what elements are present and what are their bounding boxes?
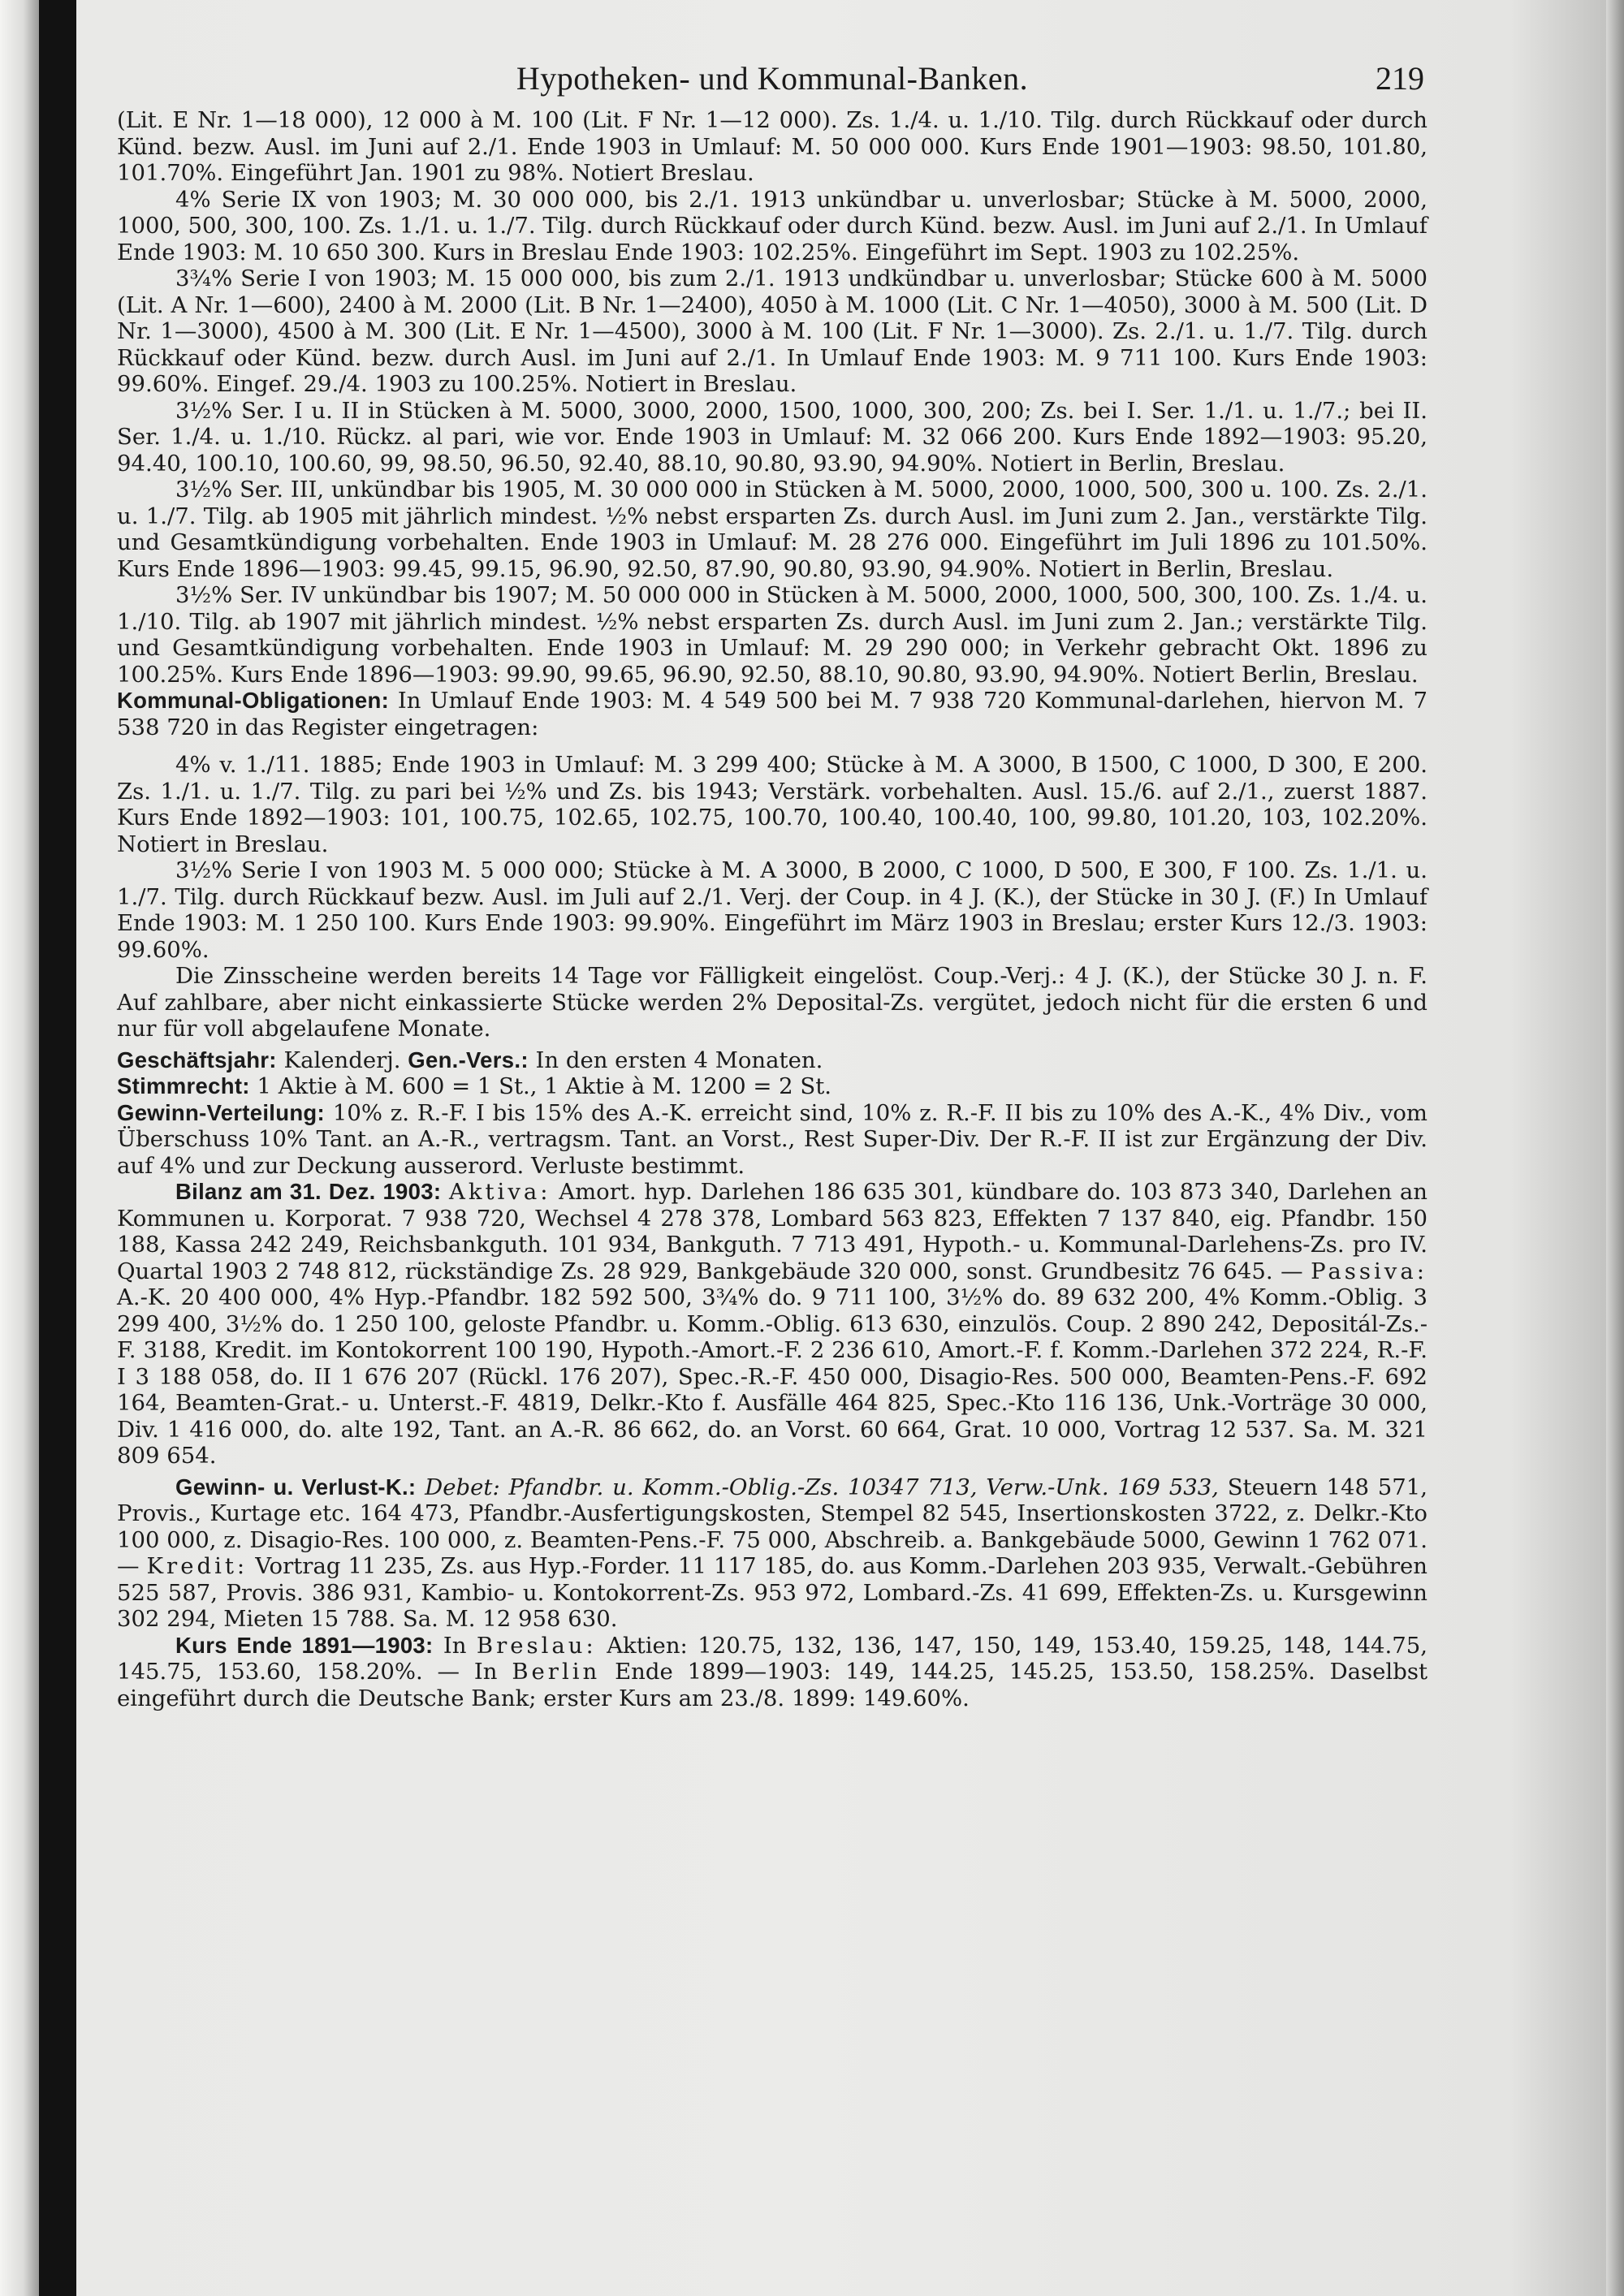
section-text: 1 Aktie à M. 600 = 1 St., 1 Aktie à M. 1200 = 2 St. (249, 1073, 832, 1099)
aktiva-label: Aktiva: (448, 1179, 551, 1205)
debet-text: Debet: Pfandbr. u. Komm.-Oblig.-Zs. 10347 713, Verw.-Unk. 169 533, (416, 1474, 1219, 1500)
page-text-column (117, 50, 1427, 1711)
paragraph-serie-ix: 4% Serie IX von 1903; M. 30 000 000, bis 2./1. 1913 unkündbar u. unverlosbar; Stücke à M. 5000, 2000, 1000, 500, 300, 100. Zs. 1./1. u. 1./7. Tilg. durch Rückkauf oder durch Künd. bezw. Ausl. im Juni auf 2./1. In Umlauf Ende 1903: M. 10 650 300. Kurs in Breslau Ende 1903: 102.25%. Eingeführt im Sept. 1903 zu 102.25%. (117, 186, 1427, 265)
paragraph-ser-iv: 3½% Ser. IV unkündbar bis 1907; M. 50 000 000 in Stücken à M. 5000, 2000, 1000, 500, 300, 100. Zs. 1./4. u. 1./10. Tilg. ab 1907 mit jährlich mindest. ½% nebst ersparten Zs. durch Ausl. im Juni zum 2. Jan.; verstärkte Tilg. und Gesamtkündigung vorbehalten. Ende 1903 in Umlauf: M. 29 290 000; in Verkehr gebracht Okt. 1896 zu 100.25%. Kurs Ende 1896—1903: 99.90, 99.65, 96.90, 92.50, 88.10, 90.80, 93.90, 94.90%. Notiert Berlin, Breslau. (117, 582, 1427, 688)
paragraph-geschaeftsjahr (117, 1047, 1427, 1074)
kredit-label: Kredit: (146, 1553, 248, 1579)
section-label: Gewinn-Verteilung: (117, 1099, 325, 1125)
page-number: 219 (1376, 60, 1424, 97)
kredit-text: Vortrag 11 235, Zs. aus Hyp.-Forder. 11 117 185, do. aus Komm.-Darlehen 203 935, Verwalt.-Gebühren 525 587, Provis. 386 931, Kambio- u. Kontokorrent-Zs. 953 972, Lombard.-Zs. 41 699, Effekten-Zs. u. Kursgewinn 302 294, Mieten 15 788. Sa. M. 12 958 630. (117, 1553, 1427, 1632)
kurs-text-2: Aktien: 120.75, 132, 136, 147, 150, 149, 153.40, 159.25, 148, 144.75, 145.75, 153.60, 158.20%. — In (117, 1632, 1427, 1685)
section-label: Kommunal-Obligationen: (117, 688, 390, 713)
book-page-edge (0, 0, 39, 2296)
section-text-gen-vers: In den ersten 4 Monaten. (528, 1047, 823, 1073)
section-label: Kurs Ende 1891—1903: (175, 1632, 434, 1658)
debet-continued: Steuern 148 571, Provis., Kurtage etc. 164 473, Pfandbr.-Ausfertigungskosten, Stempel 82 545, Insertionskosten 3722, z. Delkr.-Kto 100 000, z. Disagio-Res. 100 000, z. Beamten-Pens.-F. 75 000, Abschreib. a. Bankgebäude 5000, Gewinn 1 762 071. — (117, 1474, 1428, 1579)
running-header (117, 50, 1427, 107)
paragraph-gewinn-verlust (117, 1474, 1427, 1633)
paragraph-kommunal-obligationen (117, 688, 1427, 740)
section-label-gen-vers: Gen.-Vers.: (408, 1047, 529, 1072)
paragraph-bilanz (117, 1179, 1427, 1470)
paragraph-ser-i-ii: 3½% Ser. I u. II in Stücken à M. 5000, 3000, 2000, 1500, 1000, 300, 200; Zs. bei I. Ser. 1./1. u. 1./7.; bei II. Ser. 1./4. u. 1./10. Rückz. al pari, wie vor. Ende 1903 in Umlauf: M. 32 066 200. Kurs Ende 1892—1903: 95.20, 94.40, 100.10, 100.60, 99, 98.50, 96.50, 92.40, 88.10, 90.80, 93.90, 94.90%. Notiert in Berlin, Breslau. (117, 397, 1427, 477)
aktiva-text: Amort. hyp. Darlehen 186 635 301, kündbare do. 103 873 340, Darlehen an Kommunen u. Korporat. 7 938 720, Wechsel 4 278 378, Lombard 563 823, Effekten 7 137 840, eig. Pfandbr. 150 188, Kassa 242 249, Reichsbankguth. 101 934, Bankguth. 7 713 491, Hypoth.- u. Kommunal-Darlehens-Zs. pro IV. Quartal 1903 2 748 812, rückständige Zs. 28 929, Bankgebäude 320 000, sonst. Grundbesitz 76 645. — (117, 1179, 1427, 1284)
paragraph-kommunal-serie-i: 3½% Serie I von 1903 M. 5 000 000; Stücke à M. A 3000, B 2000, C 1000, D 500, E 300, F 100. Zs. 1./1. u. 1./7. Tilg. durch Rückkauf bezw. Ausl. im Juli auf 2./1. Verj. der Coup. in 4 J. (K.), der Stücke in 30 J. (F.) In Umlauf Ende 1903: M. 1 250 100. Kurs Ende 1903: 99.90%. Eingeführt im März 1903 in Breslau; erster Kurs 12./3. 1903: 99.60%. (117, 857, 1427, 963)
berlin-label: Berlin (512, 1659, 601, 1685)
passiva-label: Passiva: (1311, 1258, 1427, 1284)
section-text: 10% z. R.-F. I bis 15% des A.-K. erreicht sind, 10% z. R.-F. II bis zu 10% des A.-K., 4% Div., vom Überschuss 10% Tant. an A.-R., vertragsm. Tant. an Vorst., Rest Super-Div. Der R.-F. II ist zur Ergänzung der Div. auf 4% und zur Deckung ausserord. Verluste bestimmt. (117, 1099, 1427, 1179)
breslau-label: Breslau: (476, 1632, 597, 1659)
right-page-edge (1606, 0, 1624, 2296)
paragraph-kurs-ende (117, 1633, 1427, 1712)
kurs-text-1: In (433, 1632, 477, 1659)
section-label: Gewinn- u. Verlust-K.: (175, 1474, 417, 1500)
paragraph-ser-iii: 3½% Ser. III, unkündbar bis 1905, M. 30 000 000 in Stücken à M. 5000, 2000, 1000, 500, 300 u. 100. Zs. 2./1. u. 1./7. Tilg. ab 1905 mit jährlich mindest. ½% nebst ersparten Zs. durch Ausl. im Juni zum 2. Jan., verstärkte Tilg. und Gesamtkündigung vorbehalten. Ende 1903 in Umlauf: M. 28 276 000. Eingeführt im Juli 1896 zu 101.50%. Kurs Ende 1896—1903: 99.45, 99.15, 96.90, 92.50, 87.90, 90.80, 93.90, 94.90%. Notiert in Berlin, Breslau. (117, 477, 1427, 582)
passiva-text: A.-K. 20 400 000, 4% Hyp.-Pfandbr. 182 592 500, 3¾% do. 9 711 100, 3½% do. 89 632 200, 4% Komm.-Oblig. 3 299 400, 3½% do. 1 250 100, geloste Pfandbr. u. Komm.-Oblig. 613 630, einzulös. Coup. 2 890 242, Depositál-Zs.-F. 3188, Kredit. im Kontokorrent 100 190, Hypoth.-Amort.-F. 2 236 610, Amort.-F. f. Komm.-Darlehen 372 224, R.-F. I 3 188 058, do. II 1 676 207 (Rückl. 176 207), Spec.-R.-F. 450 000, Disagio-Res. 500 000, Beamten-Pens.-F. 692 164, Beamten-Grat.- u. Unterst.-F. 4819, Delkr.-Kto f. Ausfälle 464 825, Spec.-Kto 116 136, Unk.-Vorträge 30 000, Div. 1 416 000, do. alte 192, Tant. an A.-R. 86 662, do. an Vorst. 60 664, Grat. 10 000, Vortrag 12 537. Sa. M. 321 809 654. (117, 1284, 1427, 1469)
paragraph-lit-continuation: (Lit. E Nr. 1—18 000), 12 000 à M. 100 (Lit. F Nr. 1—12 000). Zs. 1./4. u. 1./10. Tilg. durch Rückkauf oder durch Künd. bezw. Ausl. im Juni auf 2./1. Ende 1903 in Umlauf: M. 50 000 000. Kurs Ende 1901—1903: 98.50, 101.80, 101.70%. Eingeführt Jan. 1901 zu 98%. Notiert Breslau. (117, 107, 1427, 186)
paragraph-gewinn-verteilung (117, 1100, 1427, 1180)
section-label: Stimmrecht: (117, 1073, 250, 1098)
paragraph-kommunal-4pct: 4% v. 1./11. 1885; Ende 1903 in Umlauf: M. 3 299 400; Stücke à M. A 3000, B 1500, C 1000, D 300, E 200. Zs. 1./1. u. 1./7. Tilg. zu pari bei ½% und Zs. bis 1943; Verstärk. vorbehalten. Ausl. 15./6. auf 2./1., zuerst 1887. Kurs Ende 1892—1903: 101, 100.75, 102.65, 102.75, 100.70, 100.40, 100.40, 100, 99.80, 101.20, 103, 102.20%. Notiert in Breslau. (117, 752, 1427, 857)
paragraph-zinsscheine: Die Zinsscheine werden bereits 14 Tage vor Fälligkeit eingelöst. Coup.-Verj.: 4 J. (K.), der Stücke 30 J. n. F. Auf zahlbare, aber nicht einkassierte Stücke werden 2% Deposital-Zs. vergütet, jedoch nicht für die ersten 6 und nur für voll abgelaufene Monate. (117, 963, 1427, 1042)
section-text: Kalenderj. (276, 1047, 408, 1073)
book-spine-shadow (39, 0, 76, 2296)
kurs-text-3: Ende 1899—1903: 149, 144.25, 145.25, 153.50, 158.25%. Daselbst eingeführt durch die Deutsche Bank; erster Kurs am 23./8. 1899: 149.60%. (117, 1659, 1427, 1711)
paragraph-serie-i-3-3-4: 3¾% Serie I von 1903; M. 15 000 000, bis zum 2./1. 1913 undkündbar u. unverlosbar; Stücke 600 à M. 5000 (Lit. A Nr. 1—600), 2400 à M. 2000 (Lit. B Nr. 1—2400), 4050 à M. 1000 (Lit. C Nr. 1—4050), 3000 à M. 500 (Lit. D Nr. 1—3000), 4500 à M. 300 (Lit. E Nr. 1—4500), 3000 à M. 100 (Lit. F Nr. 1—3000). Zs. 2./1. u. 1./7. Tilg. durch Rückkauf oder Künd. bezw. durch Ausl. im Juni auf 2./1. In Umlauf Ende 1903: M. 9 711 100. Kurs Ende 1903: 99.60%. Eingef. 29./4. 1903 zu 100.25%. Notiert in Breslau. (117, 265, 1427, 397)
section-label: Bilanz am 31. Dez. 1903: (175, 1179, 442, 1204)
section-text: In Umlauf Ende 1903: M. 4 549 500 bei M. 7 938 720 Kommunal-darlehen, hiervon M. 7 538 720 in das Register eingetragen: (117, 688, 1427, 740)
paragraph-stimmrecht (117, 1073, 1427, 1100)
header-title: Hypotheken- und Kommunal-Banken. (516, 60, 1029, 97)
section-label: Geschäftsjahr: (117, 1047, 277, 1072)
